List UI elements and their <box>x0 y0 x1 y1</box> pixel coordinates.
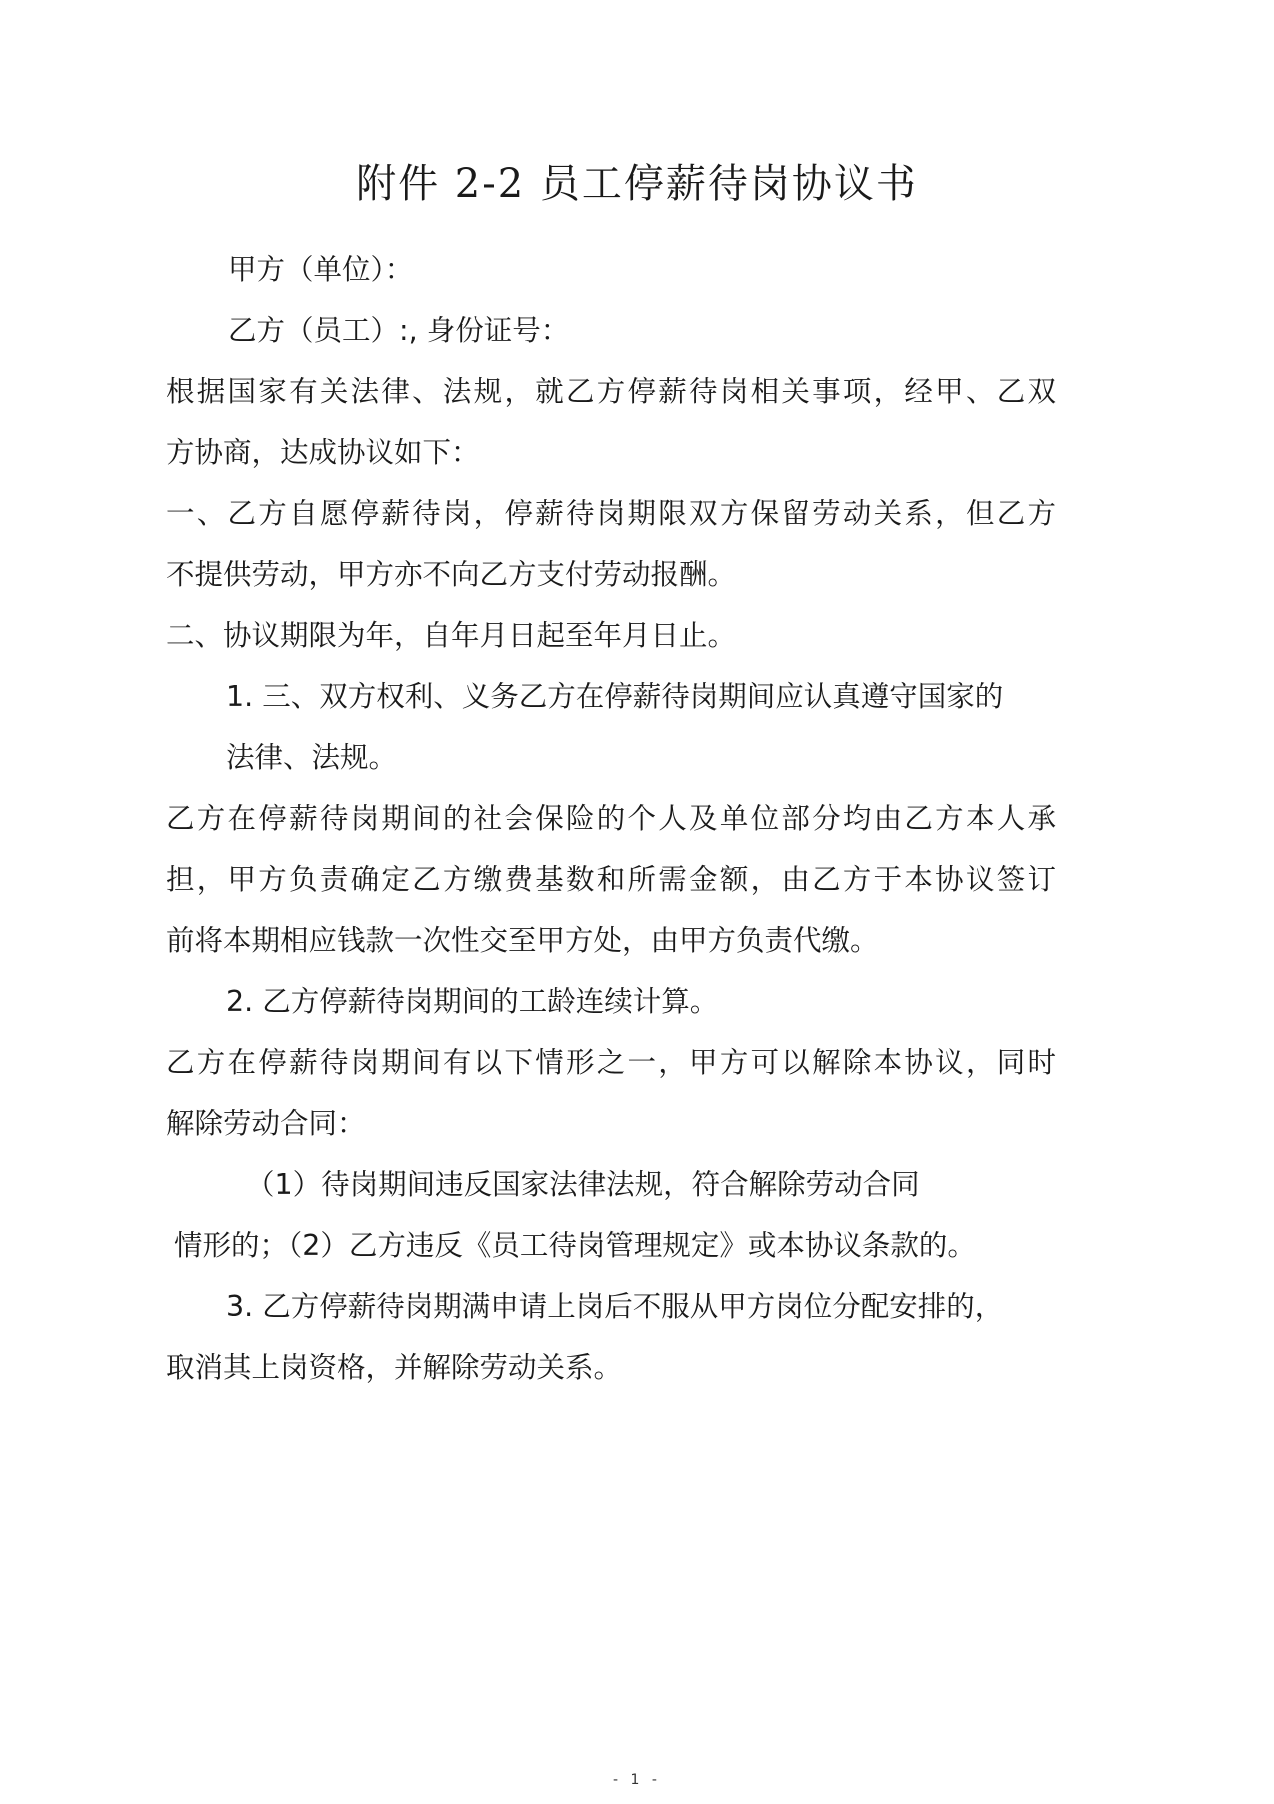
condition-1-line: （1）待岗期间违反国家法律法规，符合解除劳动合同 <box>246 1168 920 1201</box>
insurance-line-2: 担，甲方负责确定乙方缴费基数和所需金额，由乙方于本协议签订 <box>166 863 1056 896</box>
party-a-line: 甲方（单位）： <box>228 253 414 286</box>
item-1-line-2: 法律、法规。 <box>226 741 398 774</box>
preamble-line-2: 方协商，达成协议如下： <box>166 436 480 469</box>
condition-2-line: 情形的；（2）乙方违反《员工待岗管理规定》或本协议条款的。 <box>174 1229 976 1262</box>
insurance-line-1: 乙方在停薪待岗期间的社会保险的个人及单位部分均由乙方本人承 <box>166 802 1056 835</box>
insurance-line-3: 前将本期相应钱款一次性交至甲方处，由甲方负责代缴。 <box>166 924 879 957</box>
item-2-line: 2. 乙方停薪待岗期间的工龄连续计算。 <box>226 985 719 1018</box>
termination-line-1: 乙方在停薪待岗期间有以下情形之一，甲方可以解除本协议，同时 <box>166 1046 1056 1079</box>
clause-1-line-1: 一、乙方自愿停薪待岗，停薪待岗期限双方保留劳动关系，但乙方 <box>166 497 1056 530</box>
item-1-line-1: 1. 三、双方权利、义务乙方在停薪待岗期间应认真遵守国家的 <box>226 680 1004 713</box>
item-3-line-1: 3. 乙方停薪待岗期满申请上岗后不服从甲方岗位分配安排的， <box>226 1290 1004 1323</box>
clause-2-line: 二、协议期限为年，自年月日起至年月日止。 <box>166 619 737 652</box>
document-title: 附件 2-2 员工停薪待岗协议书 <box>356 161 918 207</box>
page-number: - 1 - <box>613 1772 661 1788</box>
clause-1-line-2: 不提供劳动，甲方亦不向乙方支付劳动报酬。 <box>166 558 737 591</box>
party-b-line: 乙方（员工）:, 身份证号： <box>228 314 570 347</box>
termination-line-2: 解除劳动合同： <box>166 1107 366 1140</box>
preamble-line-1: 根据国家有关法律、法规，就乙方停薪待岗相关事项，经甲、乙双 <box>166 375 1056 408</box>
item-3-line-2: 取消其上岗资格，并解除劳动关系。 <box>166 1351 623 1384</box>
